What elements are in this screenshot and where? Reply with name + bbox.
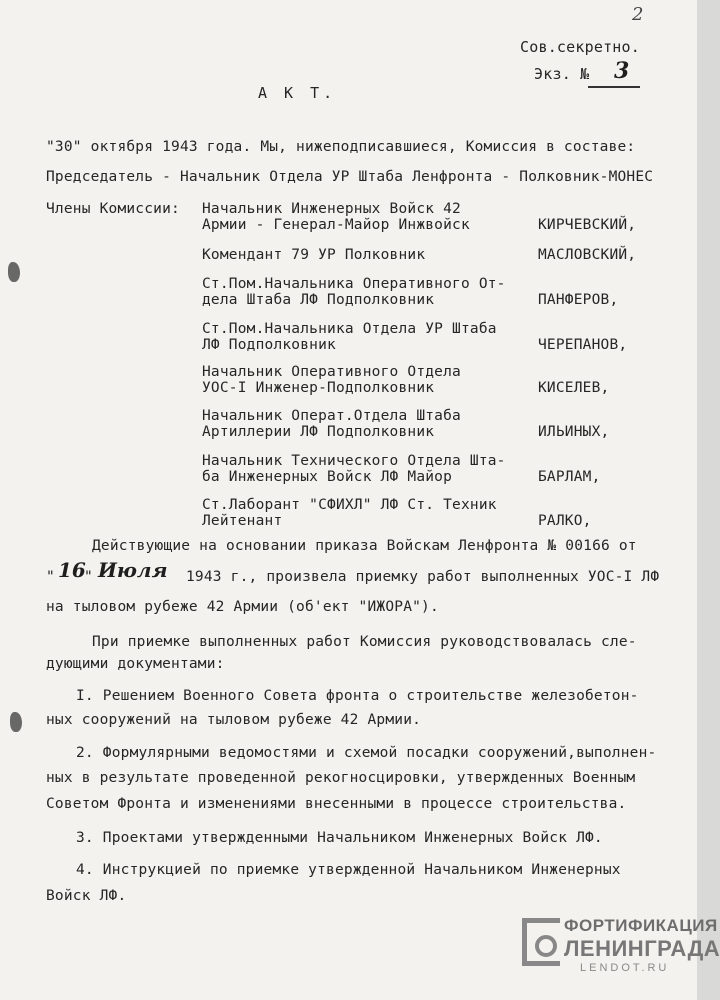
member-position-line: Лейтенант <box>202 513 283 529</box>
intro-line: "30" октября 1943 года. Мы, нижеподписавшиеся, Комиссия в составе: <box>46 139 636 155</box>
copy-number: 3 <box>614 58 630 84</box>
member-position-line: дела Штаба ЛФ Подполковник <box>202 292 435 308</box>
members-label: Члены Комиссии: <box>46 201 180 217</box>
document-item: I. Решением Военного Совета фронта о строительстве железобетон- <box>76 688 639 704</box>
member-position-line: ЛФ Подполковник <box>202 337 336 353</box>
date-quote-close: " <box>84 569 93 585</box>
watermark-line-2: ЛЕНИНГРАДА <box>564 936 720 961</box>
member-name: БАРЛАМ, <box>538 469 601 485</box>
chairman-line: Председатель - Начальник Отдела УР Штаба Ленфронта - Полковник-МОНЕС <box>46 169 654 185</box>
secrecy-label: Сов.секретно. <box>520 38 640 56</box>
handwritten-month: Июля <box>98 558 168 582</box>
document-item: Советом Фронта и изменениями внесенными в процессе строительства. <box>46 796 627 812</box>
member-position-line: Начальник Инженерных Войск 42 <box>202 201 461 217</box>
member-position-line: Начальник Технического Отдела Шта- <box>202 453 506 469</box>
acting-line-1: Действующие на основании приказа Войскам Ленфронта № 00166 от <box>92 538 637 554</box>
guidance-line-1: При приемке выполненных работ Комиссия руководствовалась сле- <box>92 634 637 650</box>
member-position-line: ба Инженерных Войск ЛФ Майор <box>202 469 453 485</box>
member-name: РАЛКО, <box>538 513 592 529</box>
member-name: ПАНФЕРОВ, <box>538 292 619 308</box>
binding-hole-mark <box>10 712 22 732</box>
member-name: ЧЕРЕПАНОВ, <box>538 337 628 353</box>
document-title: А К Т. <box>258 84 337 102</box>
member-position-line: Ст.Лаборант "СФИХЛ" ЛФ Ст. Техник <box>202 497 497 513</box>
member-position-line: Ст.Пом.Начальника Отдела УР Штаба <box>202 321 497 337</box>
document-item: 2. Формулярными ведомостями и схемой посадки сооружений,выполнен- <box>76 745 657 761</box>
member-position-line: Начальник Оперативного Отдела <box>202 364 461 380</box>
member-position-line: Ст.Пом.Начальника Оперативного От- <box>202 276 506 292</box>
member-position-line: УОС-I Инженер-Подполковник <box>202 380 435 396</box>
document-item: Войск ЛФ. <box>46 888 127 904</box>
member-position-line: Армии - Генерал-Майор Инжвойск <box>202 217 470 233</box>
corner-handwritten-mark: 2 <box>632 4 644 25</box>
copy-number-underline <box>588 86 640 88</box>
watermark-site: LENDOT.RU <box>580 962 670 974</box>
acting-line-2: 1943 г., произвела приемку работ выполненных УОС-I ЛФ <box>186 569 660 585</box>
watermark-line-1: ФОРТИФИКАЦИЯ <box>564 916 718 935</box>
member-name: ИЛЬИНЫХ, <box>538 424 610 440</box>
document-item: 3. Проектами утвержденными Начальником Инженерных Войск ЛФ. <box>76 830 603 846</box>
member-name: МАСЛОВСКИЙ, <box>538 247 637 263</box>
member-name: КИСЕЛЕВ, <box>538 380 610 396</box>
copy-label: Экз. № <box>534 65 590 83</box>
document-item: ных сооружений на тыловом рубеже 42 Армии. <box>46 712 422 728</box>
handwritten-day: 16 <box>58 558 86 582</box>
fortification-logo-icon <box>522 918 560 966</box>
binding-hole-mark <box>8 262 20 282</box>
date-quote-open: " <box>46 569 55 585</box>
document-item: 4. Инструкцией по приемке утвержденной Начальником Инженерных <box>76 862 621 878</box>
member-name: КИРЧЕВСКИЙ, <box>538 217 637 233</box>
document-item: ных в результате проведенной рекогносцировки, утвержденных Военным <box>46 770 636 786</box>
member-position-line: Начальник Операт.Отдела Штаба <box>202 408 461 424</box>
acting-line-3: на тыловом рубеже 42 Армии (об'ект "ИЖОРА"). <box>46 599 439 615</box>
member-position-line: Артиллерии ЛФ Подполковник <box>202 424 435 440</box>
watermark-logo <box>522 914 720 984</box>
guidance-line-2: дующими документами: <box>46 656 225 672</box>
member-position-line: Комендант 79 УР Полковник <box>202 247 426 263</box>
